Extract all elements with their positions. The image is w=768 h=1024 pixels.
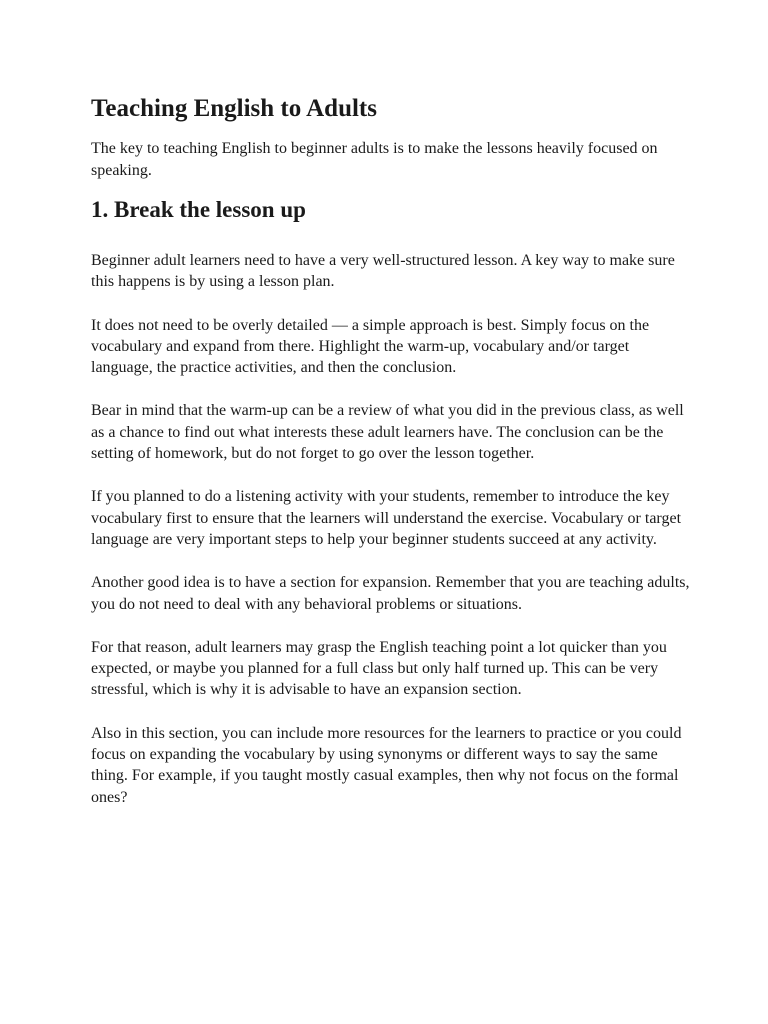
paragraph-resources: Also in this section, you can include more resources for the learners to practice or you could focus on expanding the vocabulary by using synonyms or different ways to say the same thing. For example, if you taught mostly casual examples, then why not focus on the formal ones? (91, 724, 682, 806)
paragraph-stressful: For that reason, adult learners may grasp the English teaching point a lot quicker than you expected, or maybe you planned for a full class but only half turned up. This can be very stressful, which is why it is advisable to have an expansion section. (91, 638, 667, 699)
paragraph-listening-activity: If you planned to do a listening activity with your students, remember to introduce the key vocabulary first to ensure that the learners will understand the exercise. Vocabulary or target language are very important steps to help your beginner students succeed at any activity. (91, 488, 682, 548)
paragraph-warm-up: Bear in mind that the warm-up can be a review of what you did in the previous class, as well as a chance to find out what interests these adult learners have. The conclusion can be the setting of homework, but do not forget to go over the lesson together. (91, 402, 684, 463)
section-heading: 1. Break the lesson up (91, 197, 306, 222)
paragraph-expansion: Another good idea is to have a section for expansion. Remember that you are teaching adults, you do not need to deal with any behavioral problems or situations. (91, 574, 690, 613)
paragraph-simple-approach: It does not need to be overly detailed — a simple approach is best. Simply focus on the vocabulary and expand from there. Highlight the warm-up, vocabulary and/or target language, the practice activities, and then the conclusion. (91, 316, 650, 377)
document-page (91, 92, 691, 830)
paragraph-lesson-plan: Beginner adult learners need to have a very well-structured lesson. A key way to make sure this happens is by using a lesson plan. (91, 252, 675, 291)
intro-paragraph: The key to teaching English to beginner adults is to make the lessons heavily focused on speaking. (91, 140, 658, 179)
document-title: Teaching English to Adults (91, 95, 377, 122)
